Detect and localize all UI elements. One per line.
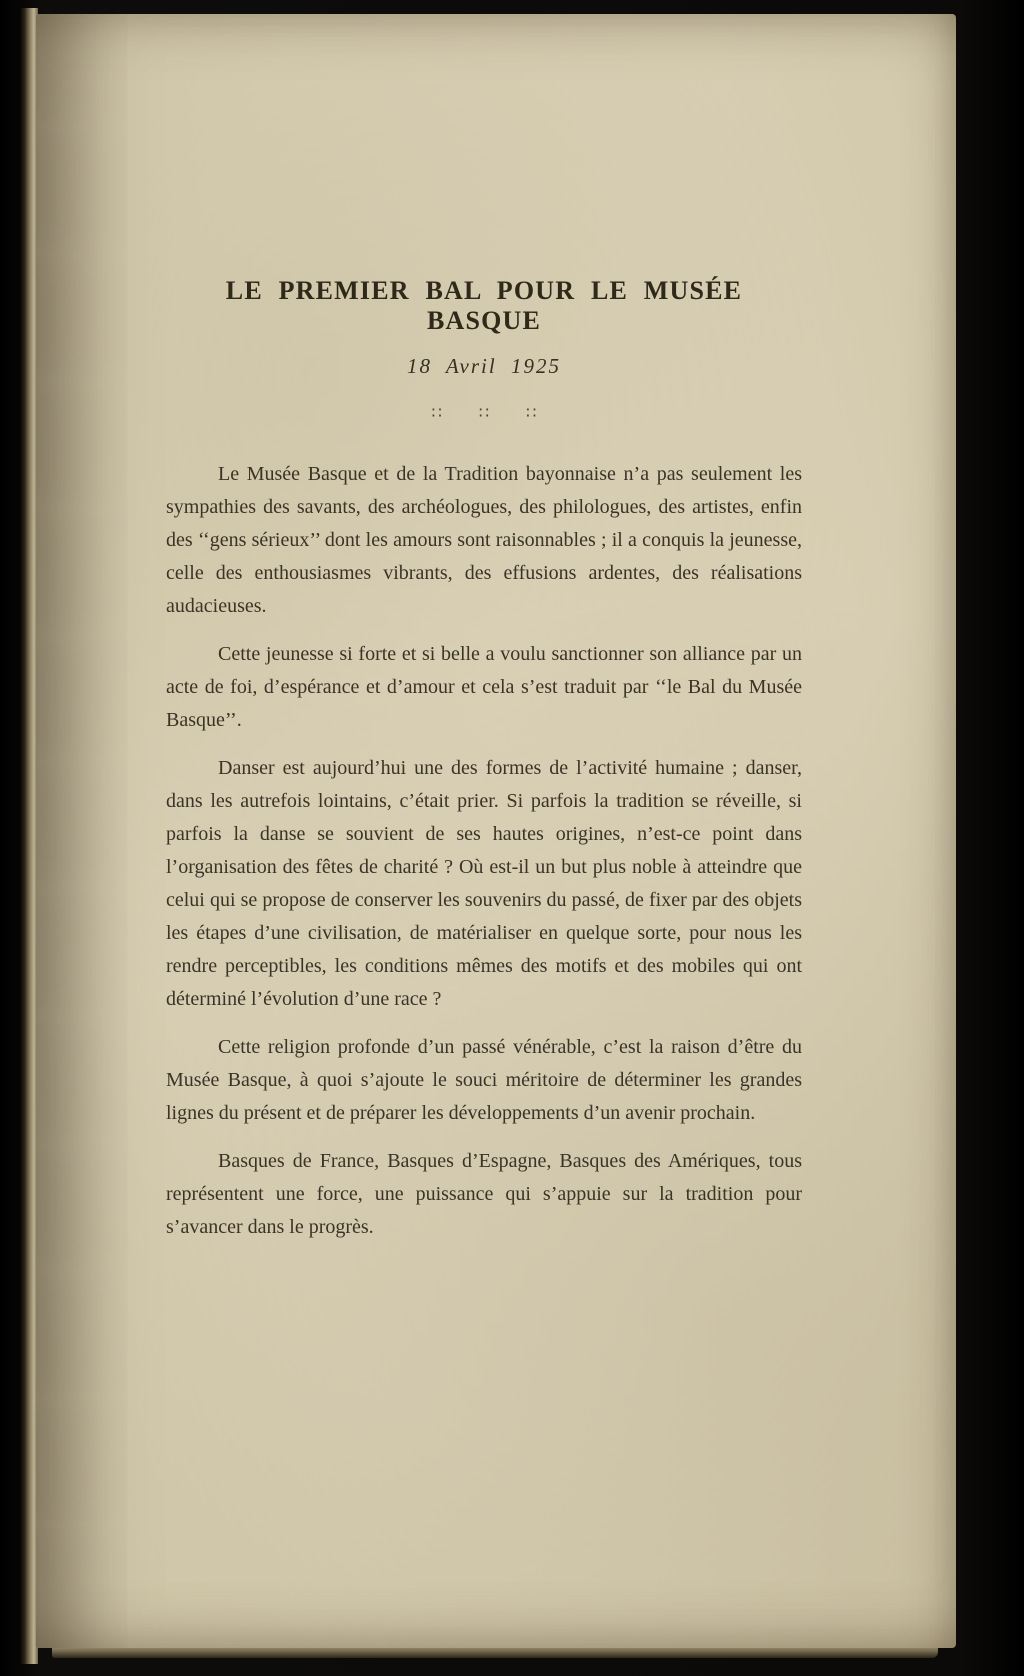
page-title: LE PREMIER BAL POUR LE MUSÉE BASQUE xyxy=(225,276,743,335)
book-page xyxy=(36,14,956,1648)
ornament-divider: ∷ ∷ ∷ xyxy=(431,403,553,422)
paragraph-1: Le Musée Basque et de la Tradition bayonnaise n’a pas seulement les sympathies des savants, des archéologues, des philologues, des artistes, enfin des ‘‘gens sérieux’’ dont les amours sont raisonnables ; il a conquis la jeunesse, celle des enthousiasmes vibrants, des effusions ardentes, des réalisations audacieuses. xyxy=(166,463,802,617)
page-content xyxy=(166,276,802,1259)
body-text xyxy=(166,458,802,1244)
paragraph-5: Basques de France, Basques d’Espagne, Basques des Amériques, tous représentent une force, une puissance qui s’appuie sur la tradition pour s’avancer dans le progrès. xyxy=(166,1150,802,1238)
paragraph-3: Danser est aujourd’hui une des formes de l’activité humaine ; danser, dans les autrefois lointains, c’était prier. Si parfois la tradition se réveille, si parfois la danse se souvient de ses hautes origines, n’est-ce point dans l’organisation des fêtes de charité ? Où est-il un but plus noble à atteindre que celui qui se propose de conserver les souvenirs du passé, de fixer par des objets les étapes d’une civilisation, de matérialiser en quelque sorte, pour nous les rendre perceptibles, les conditions mêmes des motifs et des mobiles qui ont déterminé l’évolution d’une race ? xyxy=(166,757,802,1010)
paragraph-2: Cette jeunesse si forte et si belle a voulu sanctionner son alliance par un acte de foi, d’espérance et d’amour et cela s’est traduit par ‘‘le Bal du Musée Basque’’. xyxy=(166,643,802,731)
page-subtitle-date: 18 Avril 1925 xyxy=(407,354,561,378)
paragraph-4: Cette religion profonde d’un passé vénérable, c’est la raison d’être du Musée Basque, à quoi s’ajoute le souci méritoire de déterminer les grandes lignes du présent et de préparer les développements d’un avenir prochain. xyxy=(166,1036,802,1124)
